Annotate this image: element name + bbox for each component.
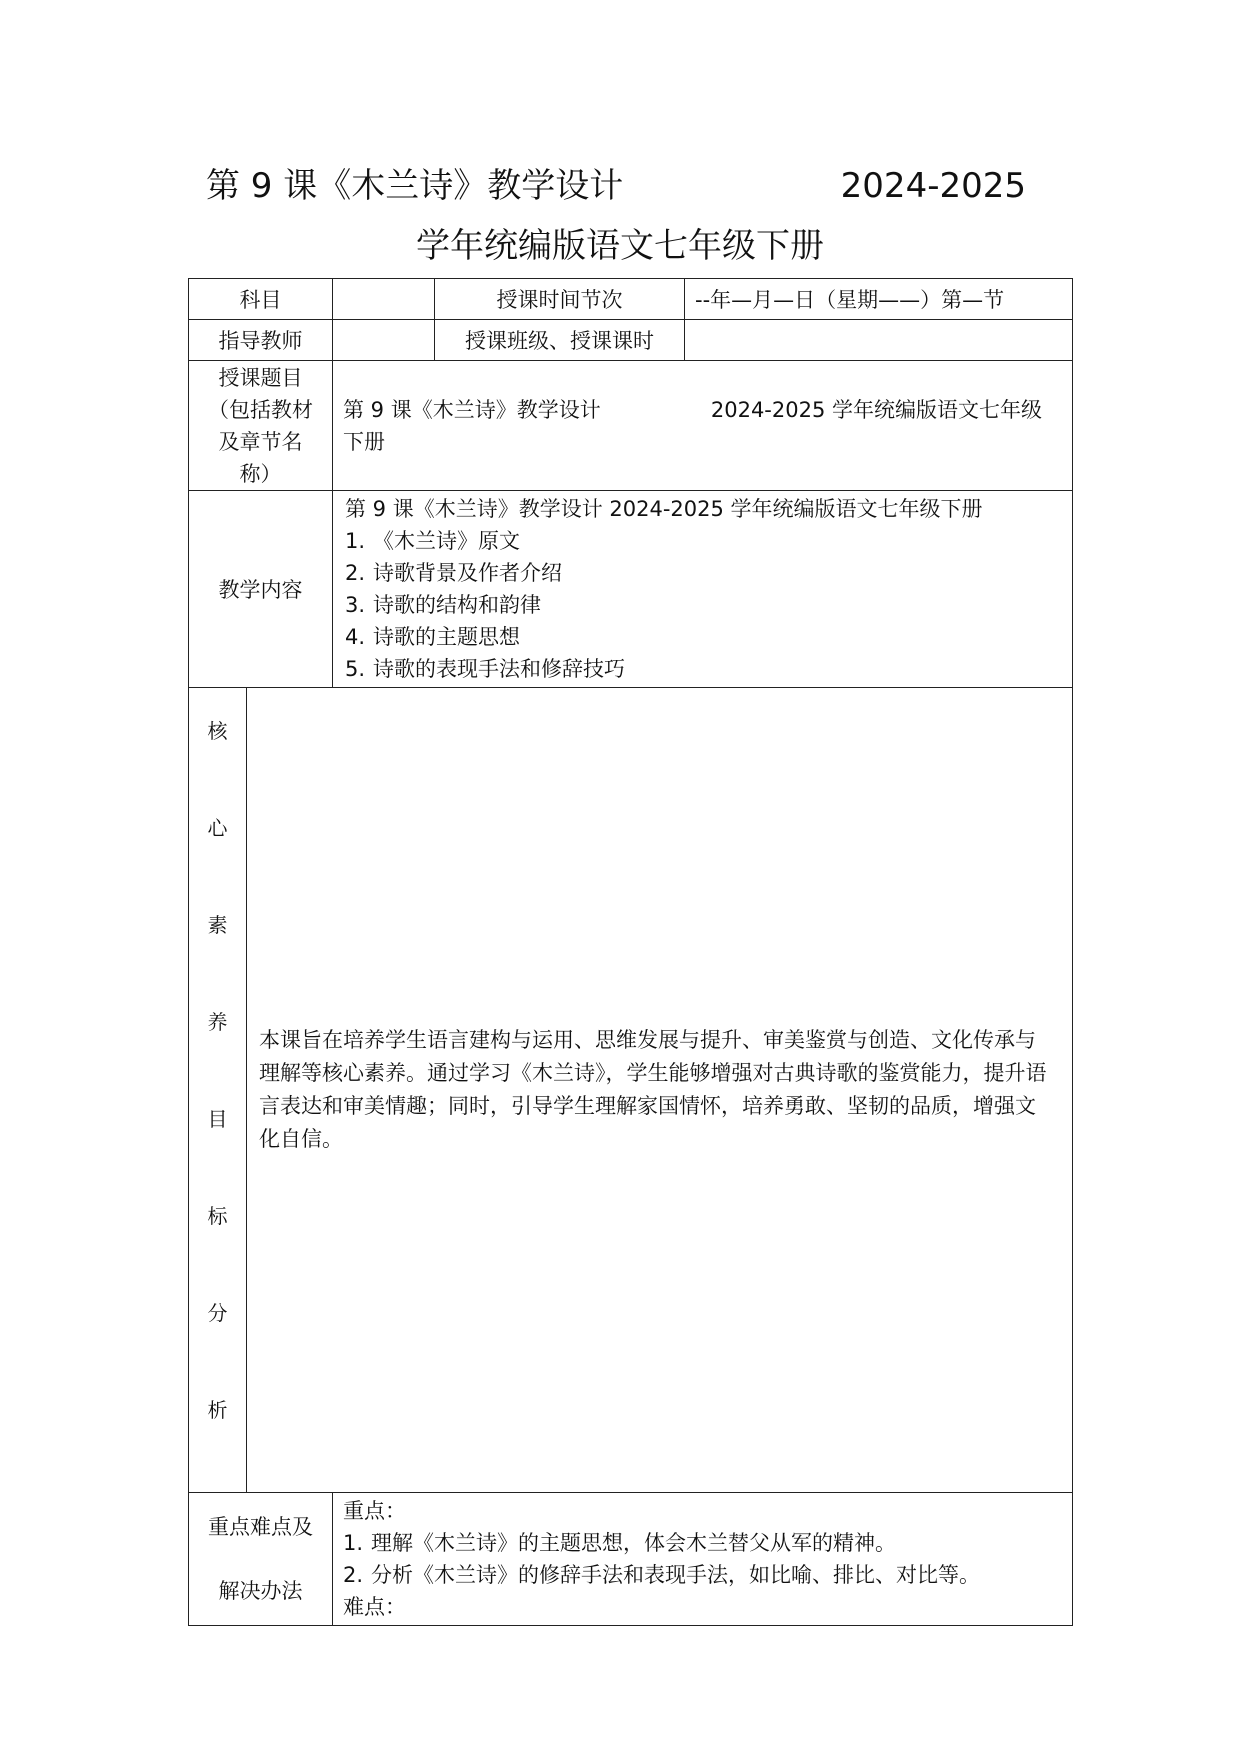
topic-label-line: 及章节名 [218, 429, 303, 454]
content-list [345, 525, 1062, 685]
core-label-char: 析 [207, 1398, 228, 1422]
topic-label-line: 称） [239, 461, 282, 486]
teacher-label: 指导教师 [189, 320, 333, 361]
core-label-char: 心 [207, 816, 228, 840]
list-item: 5. 诗歌的表现手法和修辞技巧 [345, 657, 625, 681]
document-title-line1 [206, 158, 1026, 214]
content-label: 教学内容 [189, 491, 333, 688]
list-item: 1. 理解《木兰诗》的主题思想，体会木兰替父从军的精神。 [343, 1531, 896, 1555]
subject-value [333, 279, 435, 320]
row-content [189, 491, 1073, 688]
topic-value-right: 2024-2025 学年统编版语文七年级 [710, 397, 1042, 422]
content-heading: 第 9 课《木兰诗》教学设计 2024-2025 学年统编版语文七年级下册 [345, 497, 983, 521]
topic-label-line: 授课题目 [218, 365, 303, 390]
core-text: 本课旨在培养学生语言建构与运用、思维发展与提升、审美鉴赏与创造、文化传承与理解等核心素养。通过学习《木兰诗》，学生能够增强对古典诗歌的鉴赏能力，提升语言表达和审美情趣；同时，引导学生理解家国情怀，培养勇敢、坚韧的品质，增强文化自信。 [247, 688, 1073, 1493]
topic-label-line: （包括教材 [208, 397, 313, 422]
class-value [685, 320, 1073, 361]
row-subject [189, 279, 1073, 320]
content-value [333, 491, 1073, 688]
title-year: 2024-2025 [840, 166, 1026, 206]
time-label: 授课时间节次 [435, 279, 685, 320]
list-item: 4. 诗歌的主题思想 [345, 625, 520, 649]
core-label-char: 养 [207, 1010, 228, 1034]
title-lesson: 第 9 课《木兰诗》教学设计 [206, 166, 624, 206]
core-label-char: 核 [207, 719, 228, 743]
key-label-line: 解决办法 [218, 1579, 303, 1603]
document-title-line2: 学年统编版语文七年级下册 [416, 226, 824, 266]
difficulty-label: 难点： [343, 1595, 406, 1619]
key-label [189, 1493, 333, 1626]
lesson-plan-table [188, 278, 1073, 1626]
core-label-char: 目 [207, 1107, 228, 1131]
key-value [333, 1493, 1073, 1626]
list-item: 2. 分析《木兰诗》的修辞手法和表现手法，如比喻、排比、对比等。 [343, 1563, 980, 1587]
core-label-char: 素 [207, 913, 228, 937]
class-label: 授课班级、授课课时 [435, 320, 685, 361]
list-item: 2. 诗歌背景及作者介绍 [345, 561, 562, 585]
row-core-literacy [189, 688, 1073, 1493]
time-value: --年—月—日（星期——）第—节 [685, 279, 1073, 320]
row-topic [189, 361, 1073, 491]
subject-label: 科目 [189, 279, 333, 320]
core-label-char: 分 [207, 1301, 228, 1325]
row-teacher [189, 320, 1073, 361]
teacher-value [333, 320, 435, 361]
topic-value [333, 361, 1073, 491]
key-label-line: 重点难点及 [208, 1515, 313, 1539]
list-item: 3. 诗歌的结构和韵律 [345, 593, 541, 617]
core-label-char: 标 [207, 1204, 228, 1228]
topic-label [189, 361, 333, 491]
focus-label: 重点： [343, 1499, 406, 1523]
list-item: 1. 《木兰诗》原文 [345, 529, 520, 553]
topic-value-line2: 下册 [343, 429, 385, 454]
row-key-points [189, 1493, 1073, 1626]
topic-value-left: 第 9 课《木兰诗》教学设计 [343, 397, 601, 422]
core-label [189, 688, 247, 1493]
